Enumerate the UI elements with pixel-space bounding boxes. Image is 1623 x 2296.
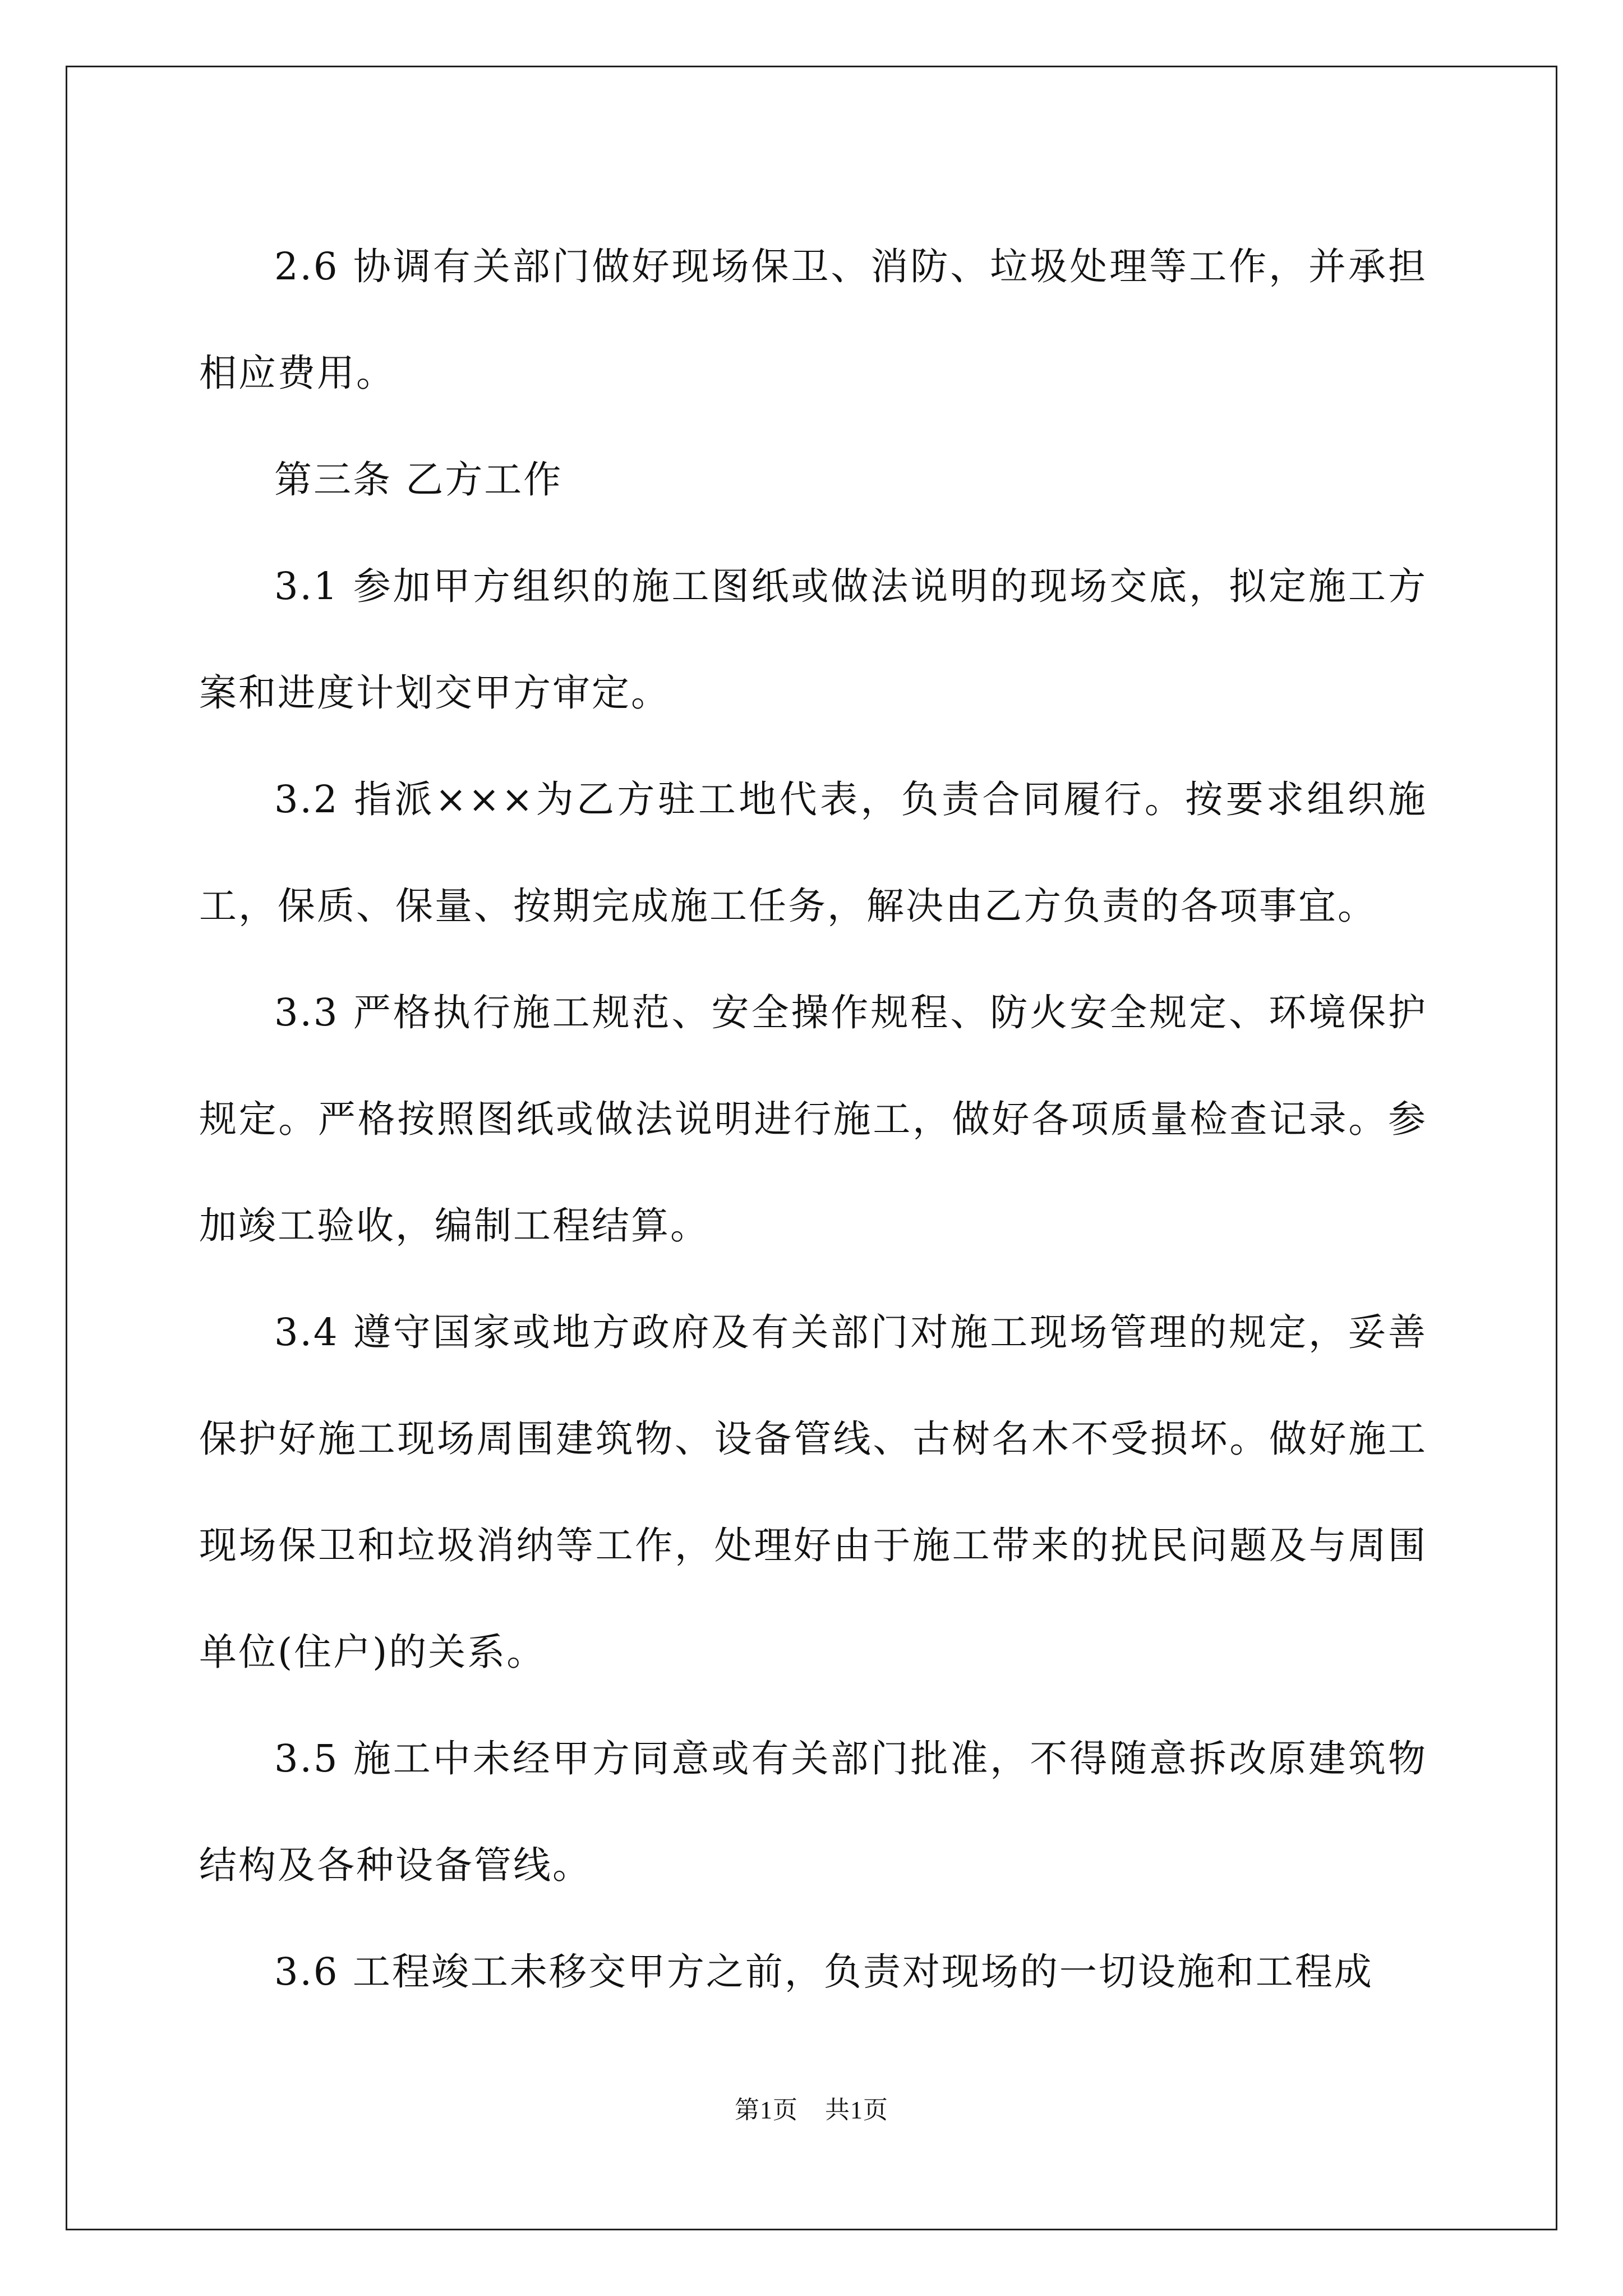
paragraph: 3.4 遵守国家或地方政府及有关部门对施工现场管理的规定，妥善保护好施工现场周围建筑物、设备管线、古树名木不受损坏。做好施工现场保卫和垃圾消纳等工作，处理好由于施工带来的扰民问题及与周围单位(住户)的关系。: [199, 1310, 1427, 1674]
page-footer: [0, 2090, 1623, 2125]
document-body: [199, 213, 1427, 2025]
page-number-current: 第1页: [735, 2096, 798, 2124]
page-number-total: 共1页: [825, 2096, 888, 2124]
paragraph: 3.5 施工中未经甲方同意或有关部门批准，不得随意拆改原建筑物结构及各种设备管线。: [199, 1737, 1427, 1887]
paragraph: 3.3 严格执行施工规范、安全操作规程、防火安全规定、环境保护规定。严格按照图纸或做法说明进行施工，做好各项质量检查记录。参加竣工验收，编制工程结算。: [199, 991, 1427, 1248]
paragraph: 3.6 工程竣工未移交甲方之前，负责对现场的一切设施和工程成: [274, 1950, 1373, 1994]
paragraph: 2.6 协调有关部门做好现场保卫、消防、垃圾处理等工作，并承担相应费用。: [199, 245, 1427, 395]
section-heading: 第三条 乙方工作: [274, 458, 563, 501]
paragraph: 3.1 参加甲方组织的施工图纸或做法说明的现场交底，拟定施工方案和进度计划交甲方审定。: [199, 564, 1427, 715]
paragraph: 3.2 指派×××为乙方驻工地代表，负责合同履行。按要求组织施工，保质、保量、按期完成施工任务，解决由乙方负责的各项事宜。: [199, 777, 1427, 928]
